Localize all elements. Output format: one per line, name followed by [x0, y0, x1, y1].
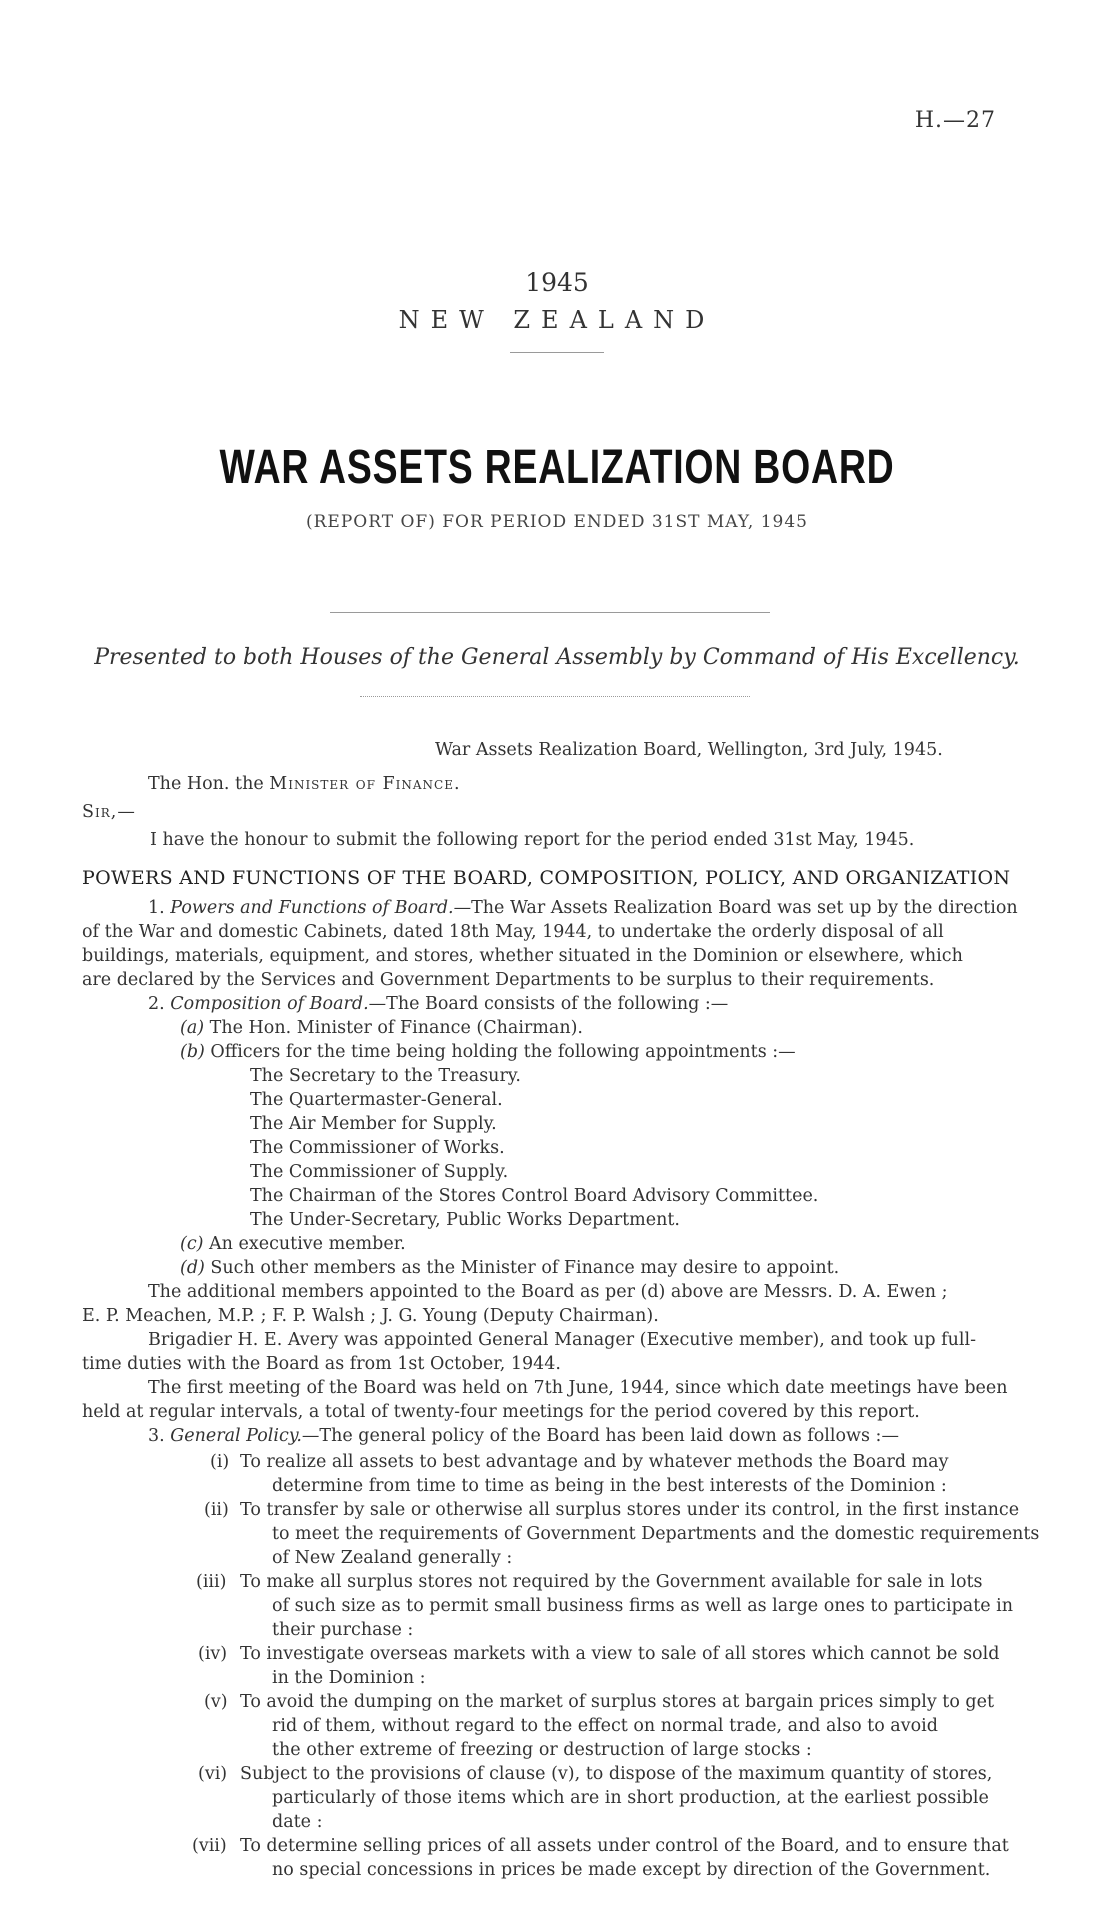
policy-line: To investigate overseas markets with a view to sale of all stores which cannot be sold: [240, 1644, 1000, 1664]
paragraph-number: 1.: [148, 898, 171, 918]
meeting-line: held at regular intervals, a total of twenty-four meetings for the period covered by this report.: [82, 1402, 920, 1422]
divider-rule: [510, 352, 604, 353]
section-heading: POWERS AND FUNCTIONS OF THE BOARD, COMPOSITION, POLICY, AND ORGANIZATION: [82, 867, 1011, 889]
policy-number: (vii): [192, 1836, 227, 1856]
policy-number: (v): [204, 1692, 228, 1712]
policy-line: of New Zealand generally :: [272, 1548, 513, 1568]
policy-line: To realize all assets to best advantage and by whatever methods the Board may: [240, 1452, 949, 1472]
recipient-office: Minister of Finance.: [269, 774, 461, 794]
paragraph-1-line: [148, 898, 1018, 918]
paragraph-2-line: [148, 994, 728, 1014]
policy-number: (iv): [198, 1644, 228, 1664]
additional-members-line: The additional members appointed to the Board as per (d) above are Messrs. D. A. Ewen ;: [148, 1282, 948, 1302]
policy-line: To make all surplus stores not required by the Government available for sale in lots: [240, 1572, 983, 1592]
officer-item: The Under-Secretary, Public Works Department.: [250, 1210, 680, 1230]
item-label: (b): [180, 1042, 211, 1062]
policy-line: To avoid the dumping on the market of surplus stores at bargain prices simply to get: [240, 1692, 995, 1712]
paragraph-1-line: are declared by the Services and Government Departments to be surplus to their requirements.: [82, 970, 935, 990]
paragraph-text: —The Board consists of the following :—: [368, 994, 729, 1014]
paragraph-text: —The general policy of the Board has been laid down as follows :—: [301, 1426, 899, 1446]
list-item: [180, 1234, 406, 1254]
country-name: NEW ZEALAND: [398, 306, 716, 334]
policy-line: the other extreme of freezing or destruction of large stocks :: [272, 1740, 812, 1760]
paragraph-1-line: of the War and domestic Cabinets, dated 18th May, 1944, to undertake the orderly disposal of all: [82, 922, 944, 942]
policy-number: (iii): [196, 1572, 227, 1592]
policy-line: Subject to the provisions of clause (v), to dispose of the maximum quantity of stores,: [240, 1764, 993, 1784]
policy-number: (vi): [198, 1764, 228, 1784]
policy-line: no special concessions in prices be made except by direction of the Government.: [272, 1860, 991, 1880]
additional-members-line: E. P. Meachen, M.P. ; F. P. Walsh ; J. G. Young (Deputy Chairman).: [82, 1306, 659, 1326]
policy-number: (ii): [204, 1500, 229, 1520]
item-text: Such other members as the Minister of Finance may desire to appoint.: [210, 1258, 840, 1278]
policy-line: to meet the requirements of Government Departments and the domestic requirements: [272, 1524, 1040, 1544]
policy-line: To determine selling prices of all assets under control of the Board, and to ensure that: [240, 1836, 1009, 1856]
policy-line: rid of them, without regard to the effect on normal trade, and also to avoid: [272, 1716, 938, 1736]
policy-line: of such size as to permit small business firms as well as large ones to participate in: [272, 1596, 1014, 1616]
policy-line: in the Dominion :: [272, 1668, 426, 1688]
policy-line: date :: [272, 1812, 323, 1832]
page-reference: H.—27: [914, 108, 996, 133]
paragraph-1-line: buildings, materials, equipment, and stores, whether situated in the Dominion or elsewhere, which: [82, 946, 963, 966]
policy-number: (i): [210, 1452, 230, 1472]
paragraph-number: 2.: [148, 994, 171, 1014]
paragraph-heading: General Policy.: [170, 1426, 302, 1446]
officer-item: The Commissioner of Supply.: [250, 1162, 509, 1182]
officer-item: The Commissioner of Works.: [250, 1138, 505, 1158]
recipient-prefix: The Hon. the: [148, 774, 270, 794]
list-item: [180, 1042, 796, 1062]
paragraph-heading: Powers and Functions of Board.: [170, 898, 454, 918]
meeting-line: The first meeting of the Board was held on 7th June, 1944, since which date meetings have been: [148, 1378, 1008, 1398]
document-subtitle: (REPORT OF) FOR PERIOD ENDED 31ST MAY, 1945: [306, 512, 808, 532]
policy-line: determine from time to time as being in the best interests of the Dominion :: [272, 1476, 947, 1496]
list-item: [180, 1018, 583, 1038]
paragraph-text: —The War Assets Realization Board was set up by the direction: [453, 898, 1018, 918]
brigadier-line: time duties with the Board as from 1st October, 1944.: [82, 1354, 561, 1374]
divider-rule: [330, 612, 770, 613]
officer-item: The Secretary to the Treasury.: [250, 1066, 521, 1086]
divider-rule: [360, 696, 750, 697]
policy-line: To transfer by sale or otherwise all surplus stores under its control, in the first instance: [240, 1500, 1020, 1520]
report-year: 1945: [525, 268, 589, 297]
paragraph-number: 3.: [148, 1426, 171, 1446]
paragraph-3-line: [148, 1426, 899, 1446]
document-title: WAR ASSETS REALIZATION BOARD: [219, 441, 895, 494]
item-label: (d): [180, 1258, 211, 1278]
item-label: (c): [180, 1234, 210, 1254]
item-text: The Hon. Minister of Finance (Chairman).: [209, 1018, 583, 1038]
letter-address: War Assets Realization Board, Wellington, 3rd July, 1945.: [435, 740, 943, 760]
brigadier-line: Brigadier H. E. Avery was appointed General Manager (Executive member), and took up full-: [148, 1330, 977, 1350]
item-label: (a): [180, 1018, 210, 1038]
list-item: [180, 1258, 839, 1278]
officer-item: The Air Member for Supply.: [250, 1114, 497, 1134]
officer-item: The Quartermaster-General.: [250, 1090, 503, 1110]
item-text: An executive member.: [209, 1234, 406, 1254]
letter-opening: I have the honour to submit the following report for the period ended 31st May, 1945.: [150, 830, 915, 850]
presentation-note: Presented to both Houses of the General Assembly by Command of His Excellency.: [94, 645, 1020, 670]
paragraph-heading: Composition of Board.: [170, 994, 369, 1014]
officer-item: The Chairman of the Stores Control Board Advisory Committee.: [250, 1186, 819, 1206]
letter-salutation: Sir,—: [82, 802, 136, 822]
item-text: Officers for the time being holding the following appointments :—: [210, 1042, 796, 1062]
policy-line: particularly of those items which are in short production, at the earliest possible: [272, 1788, 989, 1808]
policy-line: their purchase :: [272, 1620, 414, 1640]
letter-recipient: [148, 774, 461, 794]
